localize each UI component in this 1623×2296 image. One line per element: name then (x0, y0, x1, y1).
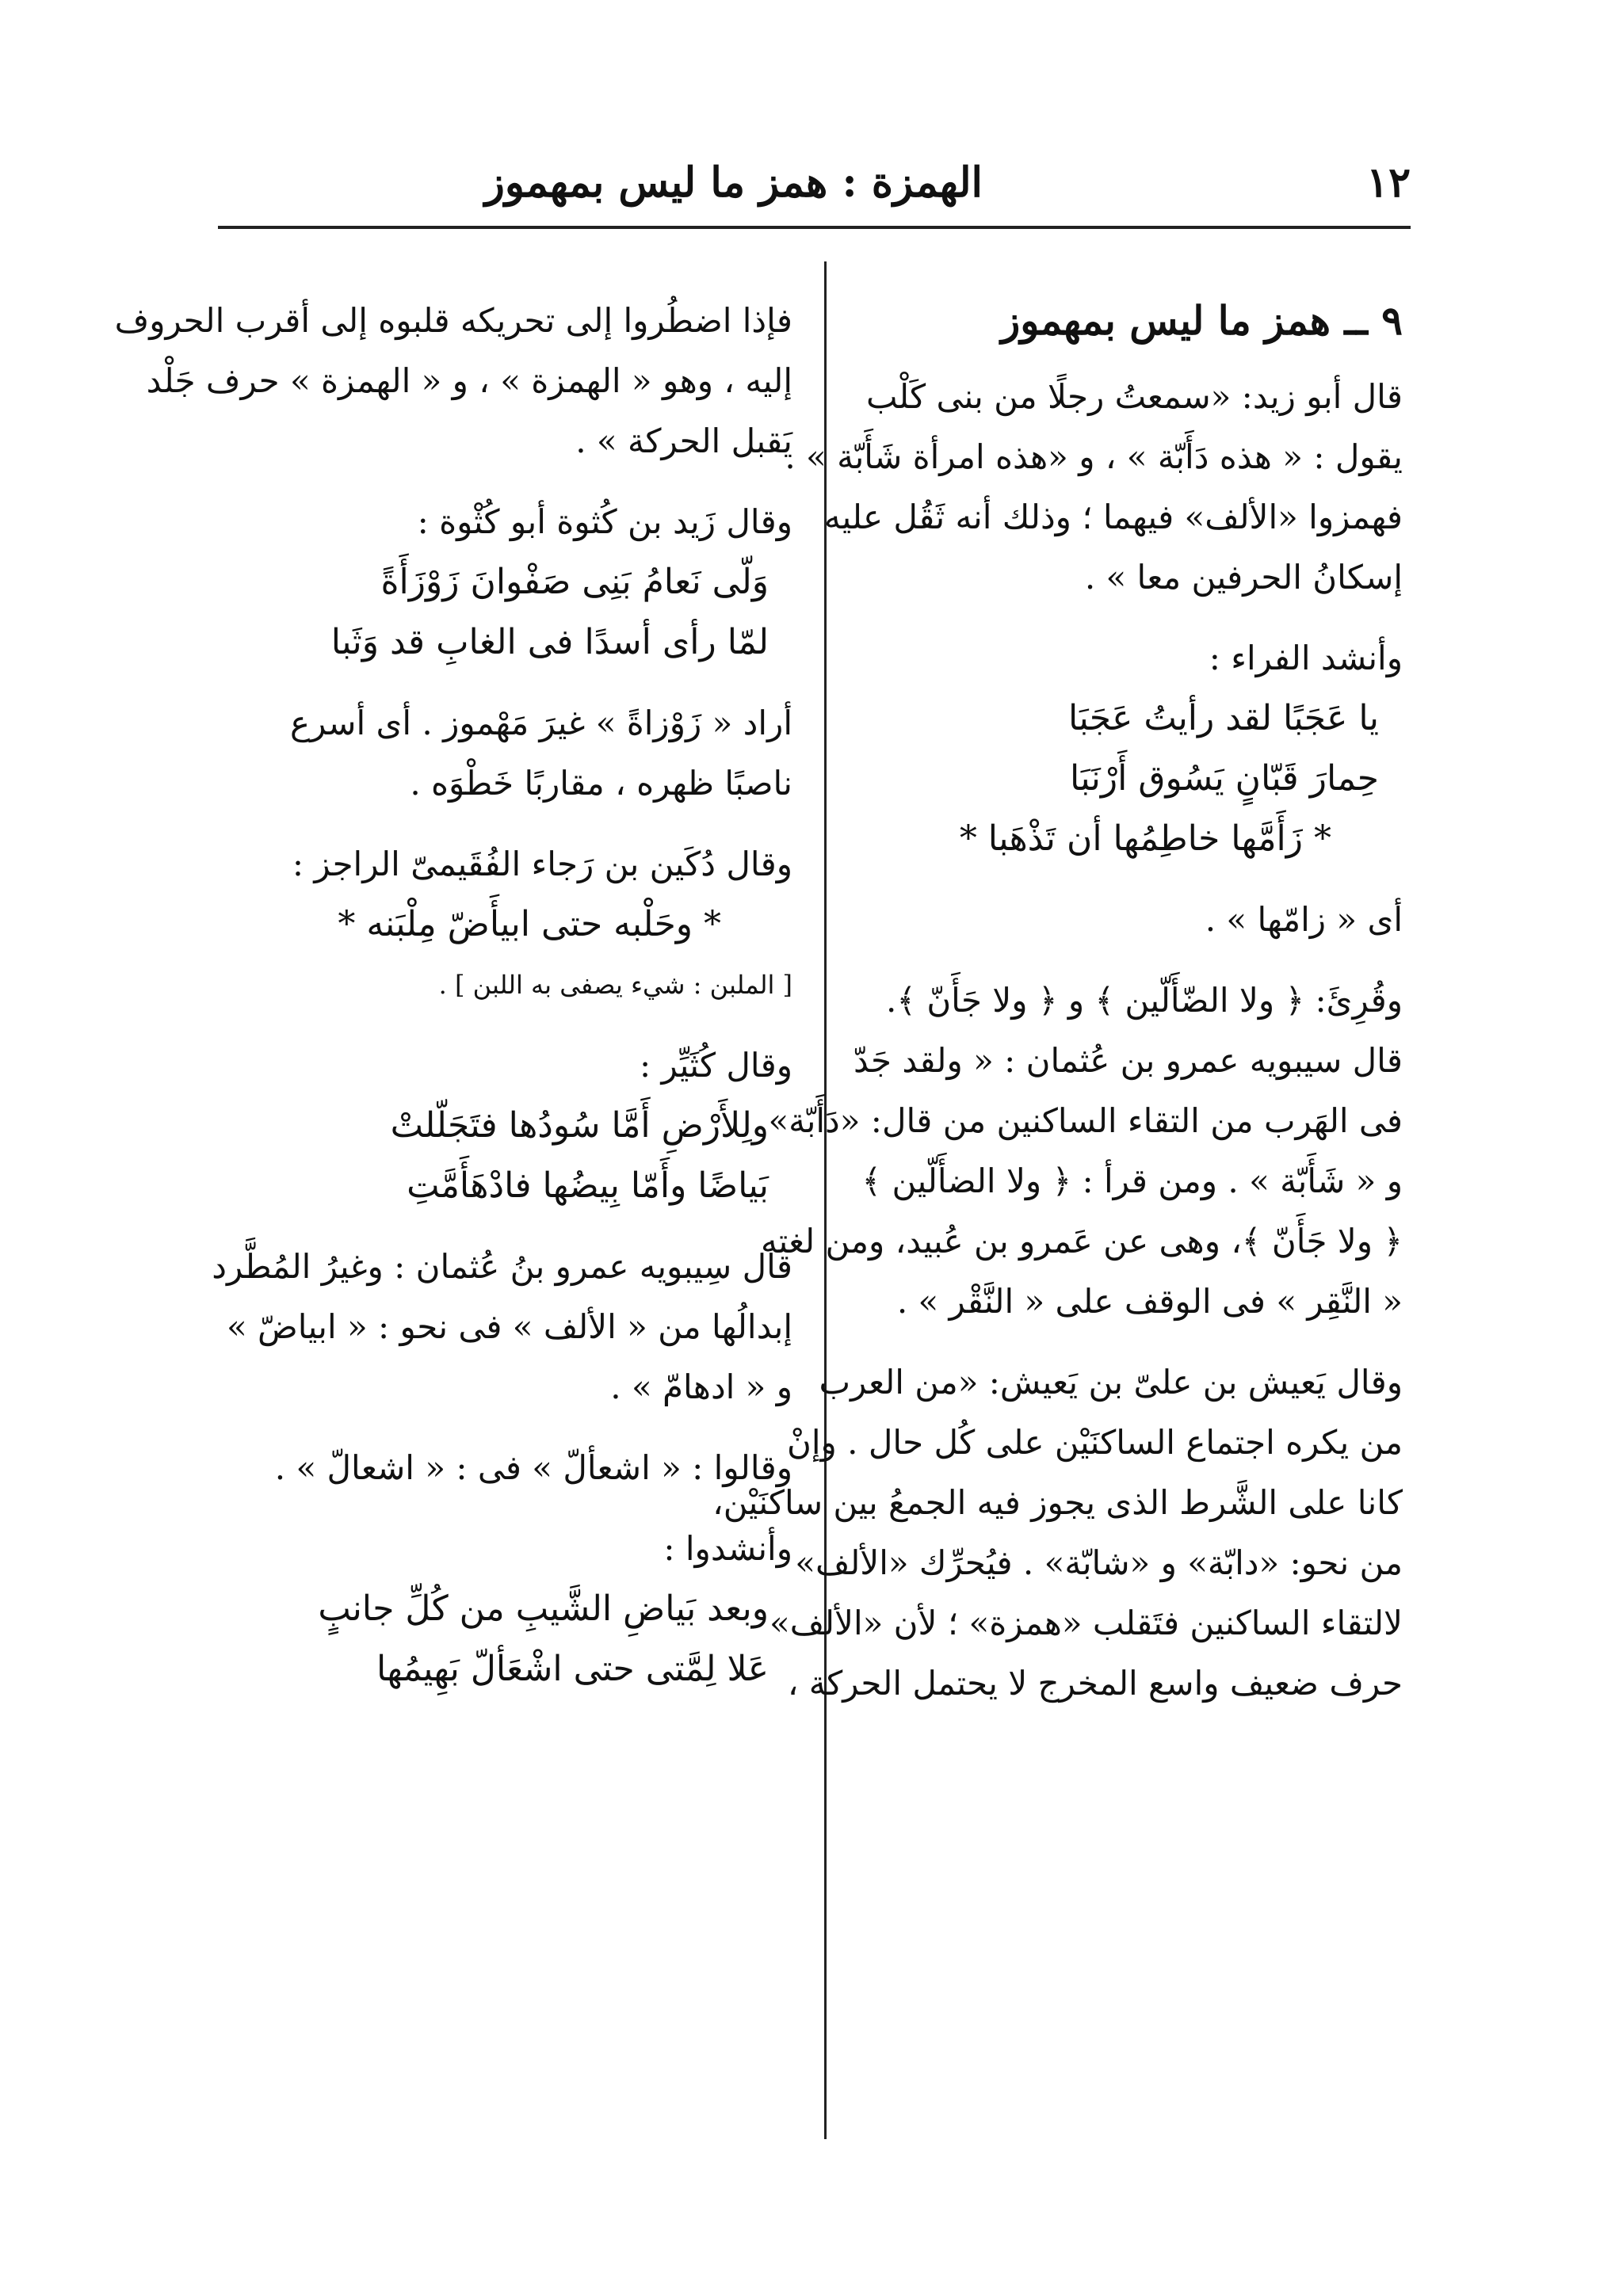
spacer (226, 1017, 792, 1038)
verse-line: لمّا رأى أسدًا فى الغابِ قد وَثَبا (330, 622, 769, 662)
verse-line: بَياضًا وأَمّا بِيضُها فادْهَأَمَّتِ (407, 1165, 769, 1206)
text-line: وقُرِئَ: ﴿ ولا الضّأَلّين ﴾ و ﴿ ولا جَأَنّ ﴾. (886, 981, 1403, 1020)
text-line: وأنشدوا : (663, 1529, 792, 1568)
spacer (848, 952, 1403, 973)
verse-line: وبعد بَياضِ الشَّيبِ من كُلِّ جانبٍ (318, 1589, 769, 1629)
running-title: الهمزة : همز ما ليس بمهموز (484, 158, 983, 207)
text-line: يقول : « هذه دَأَبّة » ، و «هذه امرأة شَأَبّة » . (785, 437, 1403, 476)
text-line: إسكانُ الحرفين معا » . (1084, 558, 1403, 597)
text-line: ناصبًا ظهره ، مقاربًا خَطْوَه . (410, 764, 792, 803)
verse-line: عَلا لِمَّتى حتى اشْعَألّ بَهِيمُها (376, 1649, 769, 1689)
text-line: وقال دُكَين بن رَجاء الفُقَيمىّ الراجز : (292, 845, 792, 883)
text-line: كانا على الشَّرط الذى يجوز فيه الجمعُ بين ساكنَيْن، (712, 1483, 1403, 1522)
text-line: أراد « زَوْزاةً » غيرَ مَهْموز . أى أسرع (290, 704, 792, 742)
text-line: قال سِيبويه عمرو بنُ عُثمان : وغيرُ المُطَّرد (212, 1247, 792, 1286)
verse-line: يا عَجَبًا لقد رأيتُ عَجَبَا (1068, 698, 1379, 738)
text-line: و « ادهامّ » . (610, 1367, 792, 1406)
text-line: من نحو: «دابّة» و «شابّة» . فيُحرِّك «الألف» (795, 1543, 1403, 1582)
text-line: « النَّقِر » فى الوقف على « النَّقْر » . (896, 1282, 1403, 1321)
text-line: وقال كُثَيِّر : (639, 1046, 792, 1085)
text-line: وقال يَعيش بن علىّ بن يَعيش: «من العرب (819, 1363, 1403, 1402)
text-line: ﴿ ولا جَأَنّ ﴾، وهى عن عَمرو بن عُبيد، ومن لغته (760, 1222, 1403, 1261)
text-line: وأنشد الفراء : (1209, 639, 1403, 677)
text-line: وقال زَيد بن كُثوة أبو كُثْوة : (417, 502, 792, 541)
section-heading: ٩ ــ همز ما ليس بمهموز (1001, 297, 1403, 344)
verse-line: ولِلأَرْضِ أَمَّا سُودُها فتَجَلّلتْ (390, 1105, 769, 1146)
text-line: من يكره اجتماع الساكنَيْن على كُل حال . وإنْ (786, 1423, 1403, 1462)
text-line: إبدالُها من « الألف » فى نحو : « ابياضّ » (226, 1307, 792, 1346)
spacer (848, 610, 1403, 631)
verse-line: حِمارَ قَبّانٍ يَسُوق أَرْنَبَا (1069, 758, 1379, 799)
text-line: فإذا اضطُروا إلى تحريكه قلبوه إلى أقرب الحروف (114, 301, 792, 340)
page-number: ١٢ (1366, 158, 1411, 207)
text-line: وقالوا : « اشعألّ » فى : « اشعالّ » . (274, 1448, 792, 1487)
text-line: حرف ضعيف واسع المخرج لا يحتمل الحركة ، (787, 1664, 1403, 1703)
text-line: يَقبل الحركة » . (575, 421, 792, 460)
text-line: و « شَأَبّة » . ومن قرأ : ﴿ ولا الضأَلّين ﴾ (861, 1161, 1403, 1200)
spacer (226, 816, 792, 837)
header-rule (218, 226, 1411, 229)
spacer (848, 1334, 1403, 1355)
verse-line: * زَأَمَّها خاطِمُها أن تَذْهَبا * (959, 818, 1331, 859)
spacer (226, 675, 792, 696)
spacer (848, 871, 1403, 892)
verse-line: * وحَلْبه حتى ابيأَضّ مِلْبَنه * (338, 904, 721, 944)
verse-line: وَلّى نَعامُ بَنِى صَفْوانَ زَوْزَأَةً (380, 562, 769, 602)
spacer (226, 1501, 792, 1521)
text-line: قال سيبويه عمرو بن عُثمان : « ولقد جَدّ (854, 1041, 1403, 1080)
spacer (226, 1420, 792, 1440)
left-column (114, 293, 792, 1702)
spacer (226, 474, 792, 494)
text-line: إليه ، وهو « الهمزة » ، و « الهمزة » حرف جَلْد (146, 361, 792, 400)
text-line: أى « زامّها » . (1205, 900, 1403, 939)
text-line: فى الهَرب من التقاء الساكنين من قال: «دَأَبّة» (768, 1101, 1403, 1140)
text-line: فهمزوا «الألف» فيهما ؛ وذلك أنه ثَقُل عليه (823, 498, 1403, 536)
spacer (226, 1219, 792, 1239)
text-line: قال أبو زيد: «سمعتُ رجلًا من بنى كَلْب (865, 377, 1403, 416)
footnote: [ الملبن : شيء يصفى به اللبن ] . (438, 970, 792, 1000)
text-line: لالتقاء الساكنين فتَقلب «همزة» ؛ لأن «الألف» (769, 1604, 1403, 1642)
page-header (214, 158, 1411, 222)
